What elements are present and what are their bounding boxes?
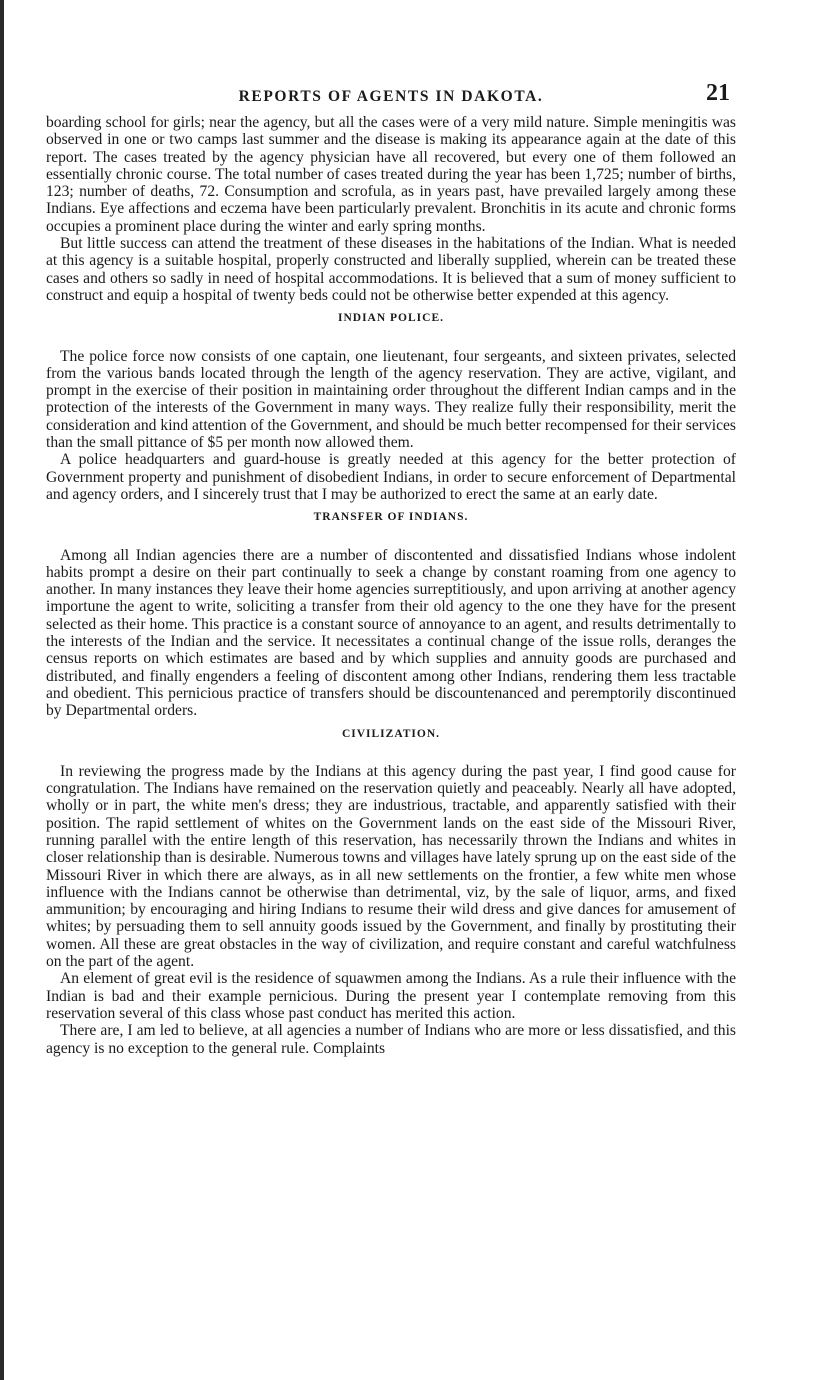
document-page (46, 80, 736, 1057)
civilization-paragraph-1: In reviewing the progress made by the Indians at this agency during the past year, I find good cause for congratulation. The Indians have remained on the reservation quietly and peaceably. Nearly all have adopted, wholly or in part, the white men's dress; they are industrious, tractable, and apparently satisfied with their position. The rapid settlement of whites on the Government lands on the east side of the Missouri River, running parallel with the entire length of this reservation, has necessarily thrown the Indians and whites in closer relationship than is desirable. Numerous towns and villages have lately sprung up on the east side of the Missouri River in which there are always, as in all new settlements on the frontier, a few white men whose influence with the Indians cannot be otherwise than detrimental, viz, by the sale of liquor, arms, and fixed ammunition; by encouraging and hiring Indians to resume their wild dress and give dances for amusement of whites; by persuading them to sell annuity goods issued by the Government, and finally by prostituting their women. All these are great obstacles in the way of civilization, and require constant and careful watchfulness on the part of the agent. (46, 762, 736, 971)
police-paragraph-1: The police force now consists of one captain, one lieutenant, four sergeants, and sixteen privates, selected from the various bands located through the length of the agency reservation. They are active, vigilant, and prompt in the exercise of their position in maintaining order throughout the different Indian camps and in the protection of the interests of the Government in many ways. They realize fully their responsibility, merit the consideration and kind attention of the Government, and should be much better recompensed for their services than the small pittance of $5 per month now allowed them. (46, 347, 736, 452)
section-heading-civilization: CIVILIZATION. (341, 727, 441, 740)
civilization-paragraph-2: An element of great evil is the residence of squawmen among the Indians. As a rule their influence with the Indian is bad and their example pernicious. During the present year I contemplate removing from this reservation several of this class whose past conduct has merited this action. (46, 970, 736, 1022)
page-edge (0, 0, 4, 1380)
section-heading-indian-police: INDIAN POLICE. (337, 312, 444, 325)
transfer-paragraph-1: Among all Indian agencies there are a number of discontented and dissatisfied Indians whose indolent habits prompt a desire on their part continually to seek a change by constant roaming from one agency to another. In many instances they leave their home agencies surreptitiously, and upon arriving at another agency importune the agent to write, soliciting a transfer from their old agency to the one they have for the present selected as their home. This practice is a constant source of annoyance to an agent, and results detrimentally to the interests of the Indian and the service. It necessitates a continual change of the issue rolls, deranges the census reports on which estimates are based and by which supplies and annuity goods are purchased and distributed, and finally engenders a feeling of discontent among other Indians, rendering them less tractable and obedient. This pernicious practice of transfers should be discountenanced and peremptorily discontinued by Departmental orders. (46, 546, 736, 720)
running-head (46, 80, 736, 114)
health-paragraph-2: But little success can attend the treatment of these diseases in the habitations of the Indian. What is needed at this agency is a suitable hospital, properly constructed and liberally supplied, wherein can be treated these cases and others so sadly in need of hospital accommodations. It is believed that a sum of money sufficient to construct and equip a hospital of twenty beds could not be otherwise better expended at this agency. (46, 235, 736, 304)
running-title: REPORTS OF AGENTS IN DAKOTA. (238, 88, 544, 105)
page-number: 21 (706, 80, 730, 106)
civilization-paragraph-3: There are, I am led to believe, at all agencies a number of Indians who are more or less dissatisfied, and this agency is no exception to the general rule. Complaints (46, 1022, 736, 1057)
section-heading-transfer-of-indians: TRANSFER OF INDIANS. (313, 511, 469, 524)
police-paragraph-2: A police headquarters and guard-house is greatly needed at this agency for the better protection of Government property and punishment of disobedient Indians, in order to secure enforcement of Departmental and agency orders, and I sincerely trust that I may be authorized to erect the same at an early date. (46, 451, 736, 503)
body-text (46, 114, 736, 1057)
health-paragraph-1: boarding school for girls; near the agency, but all the cases were of a very mild nature. Simple meningitis was observed in one or two camps last summer and the disease is making its appearance again at the date of this report. The cases treated by the agency physician have all recovered, but every one of them followed an essentially chronic course. The total number of cases treated during the year has been 1,725; number of births, 123; number of deaths, 72. Consumption and scrofula, as in years past, have prevailed largely among these Indians. Eye affections and eczema have been particularly prevalent. Bronchitis in its acute and chronic forms occupies a prominent place during the winter and early spring months. (46, 114, 736, 235)
